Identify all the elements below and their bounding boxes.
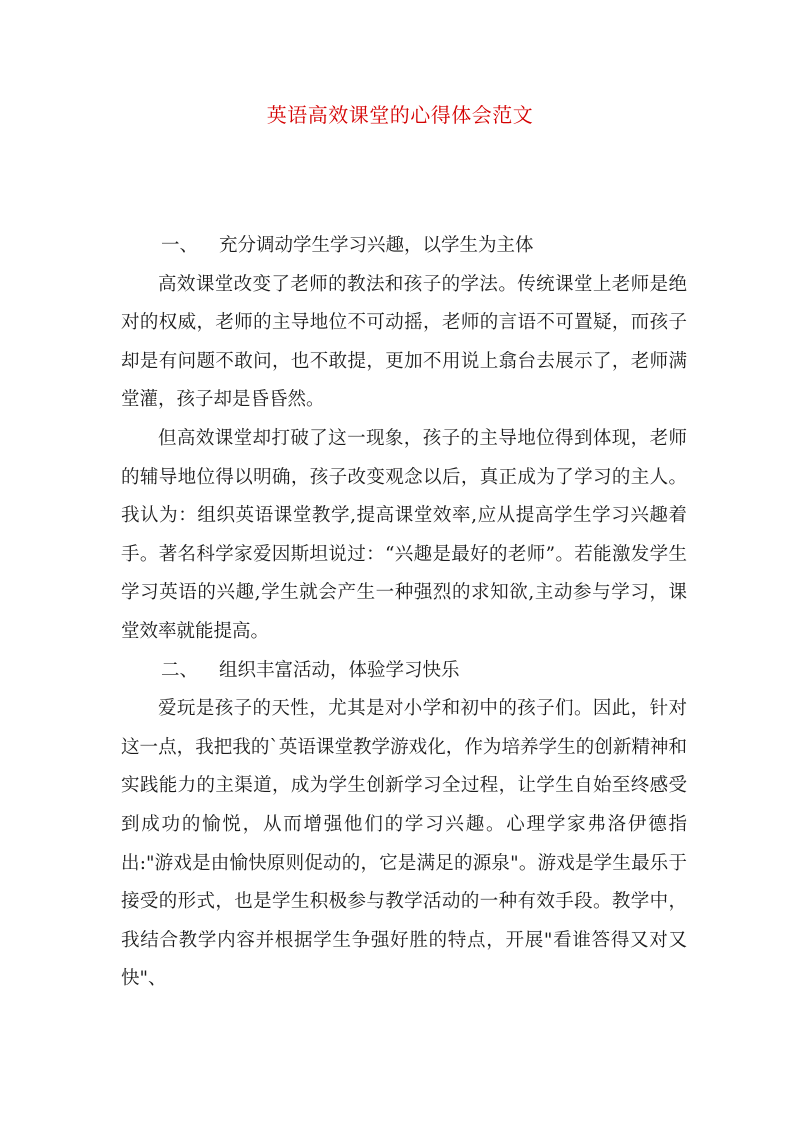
section-heading-1: [121, 227, 687, 266]
section-heading-text-2: 组织丰富活动，体验学习快乐: [219, 659, 460, 681]
section-heading-text-1: 充分调动学生学习兴趣，以学生为主体: [219, 235, 534, 256]
section-number-1: 一、: [161, 235, 199, 256]
section-number-2: 二、: [161, 659, 199, 681]
document-title: 英语高效课堂的心得体会范文: [266, 103, 534, 127]
paragraph-1-1: 高效课堂改变了老师的教法和孩子的学法。传统课堂上老师是绝对的权威，老师的主导地位不可动摇，老师的言语不可置疑，而孩子却是有问题不敢问，也不敢提，更加不用说上翕台去展示了，老师满堂灌，孩子却是昏昏然。: [121, 273, 687, 411]
paragraph-1-2: 但高效课堂却打破了这一现象，孩子的主导地位得到体现，老师的辅导地位得以明确，孩子改变观念以后，真正成为了学习的主人。我认为：组织英语课堂教学,提高课堂效率,应从提高学生学习兴趣着手。著名科学家爱因斯坦说过：“兴趣是最好的老师”。若能激发学生学习英语的兴趣,学生就会产生一种强烈的求知欲,主动参与学习，课堂效率就能提高。: [121, 427, 687, 642]
document-body: [121, 227, 687, 999]
paragraph-2-1: 爱玩是孩子的天性，尤其是对小学和初中的孩子们。因此，针对这一点，我把我的`英语课堂教学游戏化，作为培养学生的创新精神和实践能力的主渠道，成为学生创新学习全过程，让学生自始至终感受到成功的愉悦，从而增强他们的学习兴趣。心理学家弗洛伊德指出:"游戏是由愉快原则促动的，它是满足的源泉"。游戏是学生最乐于接受的形式，也是学生积极参与教学活动的一种有效手段。教学中，我结合教学内容并根据学生争强好胜的特点，开展"看谁答得又对又快"、: [121, 698, 687, 990]
section-heading-2: [121, 652, 687, 691]
